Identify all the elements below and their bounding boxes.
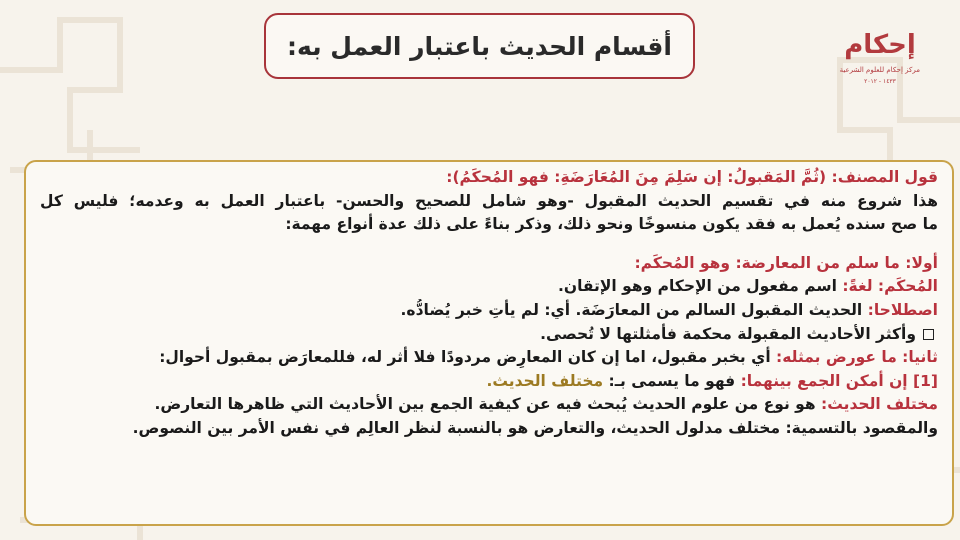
logo-word: إحكام xyxy=(844,30,916,60)
case-term: مختلف الحديث. xyxy=(486,371,604,390)
definition-linguistic xyxy=(40,275,938,299)
case-number: [1] xyxy=(913,371,938,390)
definition-text: اسم مفعول من الإحكام وهو الإتقان. xyxy=(557,277,843,296)
quote-label: قول المصنف: xyxy=(826,168,938,186)
section-heading-first: أولا: ما سلم من المعارضة: وهو المُحكَم: xyxy=(634,253,938,272)
mukhtalif-definition xyxy=(40,393,938,417)
technical-text: الحديث المقبول السالم من المعارَضَة. أي: لم يأتِ خبر يُضادُّه. xyxy=(400,300,868,319)
checkbox-bullet-icon xyxy=(923,329,934,340)
definition-label: المُحكَم: لغةً: xyxy=(842,277,938,296)
second-heading-text: أي بخبر مقبول، اما إن كان المعارِض مردودًا فلا أثر له، فللمعارَض بمقبول أحوال: xyxy=(159,348,777,367)
bullet-line xyxy=(40,323,938,347)
case-label: إن أمكن الجمع بينهما: xyxy=(740,371,914,390)
naming-line: والمقصود بالتسمية: مختلف مدلول الحديث، والتعارض هو بالنسبة لنظر العالِم في نفس الأمر بين النصوص. xyxy=(132,418,938,437)
spacer xyxy=(40,237,938,252)
paragraph-line-2: ما صح سنده يُعمل به فقد يكون منسوخًا ونحو ذلك، وذكر بناءً على ذلك عدة أنواع مهمة: xyxy=(285,215,938,234)
logo-small-text: ١٤٣٣ - ٢٠١٢ xyxy=(864,78,896,85)
title-box xyxy=(264,13,695,79)
technical-label: اصطلاحا: xyxy=(867,300,938,319)
paragraph-line-1: هذا شروع منه في تقسيم الحديث المقبول -وهو شامل للصحيح والحسن- باعتبار العمل به وعدمه؛ فليس كل xyxy=(40,191,938,210)
second-heading-label: ثانيا: ما عورض بمثله: xyxy=(776,348,938,367)
logo-subtitle: مركز إحكام للعلوم الشرعية xyxy=(839,66,920,74)
mukhtalif-text: هو نوع من علوم الحديث يُبحث فيه عن كيفية الجمع بين الأحاديث التي ظاهرها التعارض. xyxy=(154,395,822,414)
page-title: أقسام الحديث باعتبار العمل به: xyxy=(287,31,672,61)
logo xyxy=(840,22,920,94)
content-box xyxy=(24,160,954,526)
section-heading-second xyxy=(40,346,938,370)
bullet-text: وأكثر الأحاديث المقبولة محكمة فأمثلتها لا تُحصى. xyxy=(540,324,916,343)
case-one-line xyxy=(40,370,938,394)
definition-technical xyxy=(40,299,938,323)
author-quote-line xyxy=(40,166,938,190)
mukhtalif-label: مختلف الحديث: xyxy=(821,395,938,414)
quote-text: (ثُمَّ المَقبولُ: إن سَلِمَ مِنَ المُعَارَضَةِ: فهو المُحكَمُ): xyxy=(446,168,827,186)
case-text: فهو ما يسمى بـ: xyxy=(603,371,741,390)
